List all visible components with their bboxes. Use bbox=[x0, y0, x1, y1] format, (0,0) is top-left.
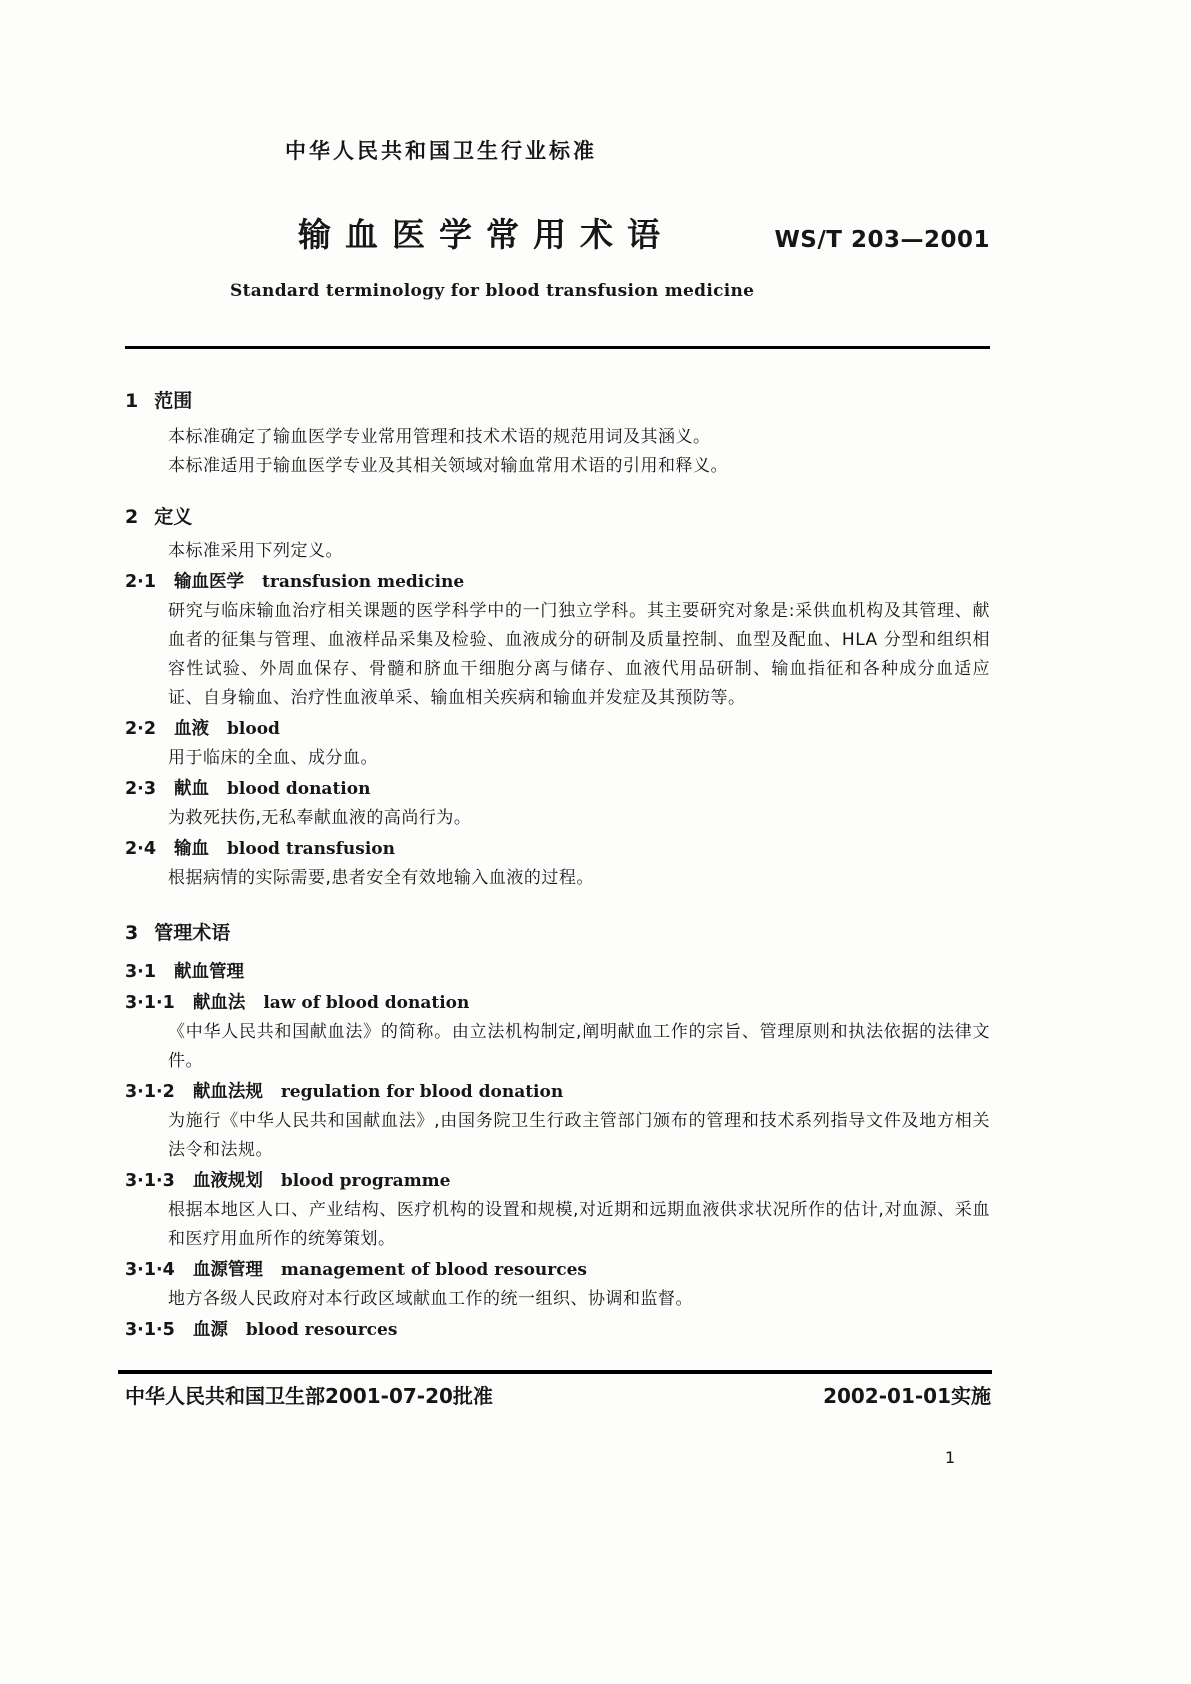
term-number: 3·1·4 bbox=[125, 1260, 175, 1280]
section-3-heading bbox=[125, 921, 990, 945]
term-definition: 为施行《中华人民共和国献血法》,由国务院卫生行政主管部门颁布的管理和技术系列指导文件及地方相关法令和法规。 bbox=[168, 1111, 990, 1160]
term-entry bbox=[125, 1077, 990, 1165]
term-heading bbox=[125, 1315, 990, 1345]
term-en: blood programme bbox=[280, 1171, 451, 1191]
term-heading bbox=[125, 834, 990, 864]
term-number: 3·1 bbox=[125, 962, 157, 982]
term-zh: 献血法 bbox=[192, 993, 246, 1013]
term-heading bbox=[125, 988, 990, 1018]
term-zh: 献血法规 bbox=[192, 1082, 263, 1102]
term-entry bbox=[125, 1166, 990, 1254]
implementation-note: 2002-01-01实施 bbox=[823, 1384, 991, 1408]
term-definition: 用于临床的全血、成分血。 bbox=[168, 748, 378, 768]
term-heading bbox=[125, 1077, 990, 1107]
section-title: 定义 bbox=[154, 506, 193, 528]
section-number: 3 bbox=[125, 922, 139, 944]
term-zh: 献血 bbox=[174, 779, 210, 799]
term-entry bbox=[125, 1255, 990, 1314]
term-heading bbox=[125, 774, 990, 804]
term-number: 3·1·1 bbox=[125, 993, 175, 1013]
term-entry bbox=[125, 834, 990, 893]
term-zh: 血源 bbox=[192, 1320, 228, 1340]
term-zh: 血液 bbox=[174, 719, 210, 739]
term-en: blood transfusion bbox=[227, 839, 395, 859]
term-heading bbox=[125, 1166, 990, 1196]
document-header bbox=[125, 138, 990, 349]
term-number: 2·2 bbox=[125, 719, 157, 739]
term-en: blood resources bbox=[245, 1320, 398, 1340]
document-subtitle-en: Standard terminology for blood transfusion medicine bbox=[230, 281, 755, 301]
term-entry bbox=[125, 1315, 990, 1345]
term-en: blood bbox=[227, 719, 280, 739]
section-1-heading bbox=[125, 389, 990, 413]
term-entry bbox=[125, 988, 990, 1076]
section-title: 范围 bbox=[154, 390, 193, 412]
footer-divider bbox=[118, 1370, 992, 1374]
document-body bbox=[125, 389, 990, 1345]
term-definition: 研究与临床输血治疗相关课题的医学科学中的一门独立学科。其主要研究对象是:采供血机构及其管理、献血者的征集与管理、血液样品采集及检验、血液成分的研制及质量控制、血型及配血、HLA 分型和组织相容性试验、外周血保存、骨髓和脐血干细胞分离与储存、血液代用品研制、输血指征和各种成分血适应证、自身输血、治疗性血液单采、输血相关疾病和输血并发症及其预防等。 bbox=[168, 601, 990, 708]
term-definition: 地方各级人民政府对本行政区域献血工作的统一组织、协调和监督。 bbox=[168, 1289, 693, 1309]
term-number: 2·3 bbox=[125, 779, 157, 799]
term-en: regulation for blood donation bbox=[280, 1082, 564, 1102]
term-zh: 输血医学 bbox=[174, 572, 245, 592]
term-definition: 根据病情的实际需要,患者安全有效地输入血液的过程。 bbox=[168, 868, 594, 888]
term-zh: 血源管理 bbox=[192, 1260, 263, 1280]
document-title: 输血医学常用术语 bbox=[298, 215, 674, 254]
section-number: 2 bbox=[125, 506, 139, 528]
standard-number: WS/T 203—2001 bbox=[774, 227, 990, 253]
header-divider bbox=[125, 346, 990, 349]
term-definition: 根据本地区人口、产业结构、医疗机构的设置和规模,对近期和远期血液供求状况所作的估计,对血源、采血和医疗用血所作的统筹策划。 bbox=[168, 1200, 990, 1249]
term-number: 2·4 bbox=[125, 839, 157, 859]
term-heading bbox=[125, 957, 990, 987]
standard-category: 中华人民共和国卫生行业标准 bbox=[285, 139, 597, 163]
term-number: 3·1·3 bbox=[125, 1171, 175, 1191]
term-zh: 献血管理 bbox=[174, 962, 245, 982]
term-entry bbox=[125, 567, 990, 713]
section-2-intro: 本标准采用下列定义。 bbox=[168, 541, 343, 561]
term-entry bbox=[125, 957, 990, 987]
section-2-heading bbox=[125, 505, 990, 529]
term-en: transfusion medicine bbox=[262, 572, 465, 592]
approval-note: 中华人民共和国卫生部2001-07-20批准 bbox=[125, 1384, 493, 1408]
term-definition: 为救死扶伤,无私奉献血液的高尚行为。 bbox=[168, 808, 472, 828]
term-heading bbox=[125, 567, 990, 597]
term-entry bbox=[125, 714, 990, 773]
term-zh: 输血 bbox=[174, 839, 210, 859]
term-zh: 血液规划 bbox=[192, 1171, 263, 1191]
title-row bbox=[125, 214, 990, 256]
document-footer bbox=[125, 1383, 991, 1409]
term-number: 2·1 bbox=[125, 572, 157, 592]
term-heading bbox=[125, 714, 990, 744]
term-number: 3·1·5 bbox=[125, 1320, 175, 1340]
term-en: management of blood resources bbox=[280, 1260, 587, 1280]
section-title: 管理术语 bbox=[154, 922, 231, 944]
page-number: 1 bbox=[945, 1448, 956, 1467]
term-en: law of blood donation bbox=[263, 993, 470, 1013]
term-definition: 《中华人民共和国献血法》的简称。由立法机构制定,阐明献血工作的宗旨、管理原则和执法依据的法律文件。 bbox=[168, 1022, 990, 1071]
section-1-paragraph: 本标准确定了输血医学专业常用管理和技术术语的规范用词及其涵义。 bbox=[168, 427, 711, 447]
term-en: blood donation bbox=[227, 779, 371, 799]
section-1-paragraph: 本标准适用于输血医学专业及其相关领域对输血常用术语的引用和释义。 bbox=[168, 456, 728, 476]
section-number: 1 bbox=[125, 390, 139, 412]
term-number: 3·1·2 bbox=[125, 1082, 175, 1102]
term-entry bbox=[125, 774, 990, 833]
term-heading bbox=[125, 1255, 990, 1285]
